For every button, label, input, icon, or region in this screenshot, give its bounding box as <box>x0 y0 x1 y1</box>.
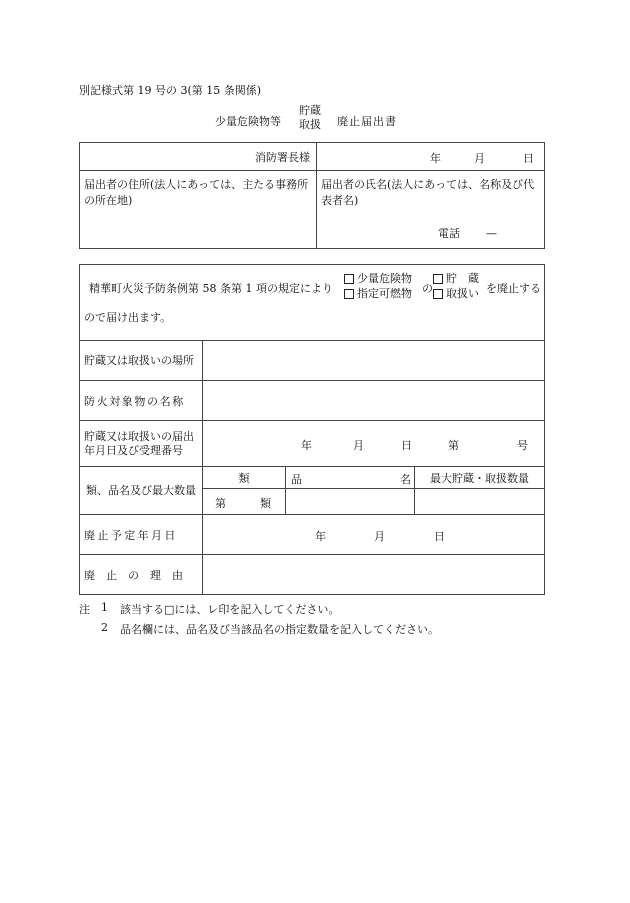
abolish-date-label-cell <box>80 515 203 555</box>
option-b-group <box>433 271 479 301</box>
statement-suffix: を廃止する <box>486 282 541 295</box>
abolish-year: 年 <box>315 530 326 543</box>
designated-combustible-checkbox[interactable] <box>344 289 354 299</box>
title-stack-store: 貯蔵 <box>299 104 321 117</box>
date-no-input[interactable] <box>203 421 545 467</box>
abolish-date-input[interactable] <box>203 515 545 555</box>
note-2-text: 品名欄には、品名及び当該品名の指定数量を記入してください。 <box>120 623 439 636</box>
date-month: 月 <box>474 152 485 165</box>
target-label: 防火対象物の名称 <box>84 394 185 408</box>
small-hazmat-checkbox[interactable] <box>344 274 354 284</box>
handling-label: 取扱い <box>446 287 479 300</box>
class-header <box>203 467 286 489</box>
max-header-label: 最大貯蔵・取扱数量 <box>430 471 529 485</box>
title-stack <box>299 104 321 132</box>
location-input[interactable] <box>203 341 545 381</box>
date-no-day: 日 <box>401 439 412 452</box>
main-table <box>79 264 545 595</box>
designated-combustible-label: 指定可燃物 <box>357 287 412 300</box>
date-cell[interactable] <box>317 143 545 171</box>
form-label: 別記様式第 19 号の 3(第 15 条関係) <box>79 84 262 97</box>
abolish-month: 月 <box>374 530 385 543</box>
reason-input[interactable] <box>203 555 545 595</box>
storage-label: 貯 蔵 <box>446 272 479 285</box>
phone-label: 電話 <box>438 227 460 240</box>
name-label: 届出者の氏名(法人にあっては、名称及び代表者名) <box>321 178 535 207</box>
handling-checkbox[interactable] <box>433 289 443 299</box>
target-label-cell <box>80 381 203 421</box>
note-1-num: 1 <box>101 601 108 614</box>
target-input[interactable] <box>203 381 545 421</box>
class-header-label: 類 <box>238 471 250 485</box>
small-hazmat-label: 少量危険物 <box>357 272 412 285</box>
note-1-text: 該当する□には、レ印を記入してください。 <box>120 603 340 616</box>
abolish-day: 日 <box>434 530 445 543</box>
class-input[interactable] <box>203 489 286 515</box>
date-no-year: 年 <box>301 439 312 452</box>
category-label-cell <box>80 467 203 515</box>
item-header <box>286 467 415 489</box>
abolish-date-label: 廃止予定年月日 <box>84 528 178 542</box>
date-no-month: 月 <box>353 439 364 452</box>
address-cell[interactable] <box>80 171 317 249</box>
reason-label: 廃止の理由 <box>84 568 194 582</box>
addressee-label: 消防署長様 <box>255 150 310 164</box>
reason-label-cell <box>80 555 203 595</box>
statement-prefix: 精華町火災予防条例第 58 条第 1 項の規定により <box>89 282 333 295</box>
option-a-group <box>344 271 412 301</box>
statement-line2: ので届け出ます。 <box>84 311 172 324</box>
storage-checkbox[interactable] <box>433 274 443 284</box>
date-no-dai: 第 <box>448 439 459 452</box>
item-header-label-2: 名 <box>400 473 411 486</box>
top-table <box>79 142 545 249</box>
title-left: 少量危険物等 <box>215 115 281 128</box>
category-label: 類、品名及び最大数量 <box>86 484 196 497</box>
date-no-label-cell <box>80 421 203 467</box>
max-input[interactable] <box>415 489 545 515</box>
item-header-label-1: 品 <box>291 473 302 486</box>
addressee-cell[interactable] <box>80 143 317 171</box>
note-label: 注 <box>79 603 90 616</box>
location-label-cell <box>80 341 203 381</box>
class-rui: 類 <box>260 497 271 510</box>
note-2-num: 2 <box>101 621 108 634</box>
statement-cell <box>80 265 545 341</box>
title-stack-handle: 取扱 <box>299 118 321 131</box>
date-no-label: 貯蔵又は取扱いの届出年月日及び受理番号 <box>84 429 194 457</box>
date-no-go: 号 <box>517 439 528 452</box>
title-right: 廃止届出書 <box>337 115 397 128</box>
date-year: 年 <box>430 152 441 165</box>
phone-dash: — <box>486 227 497 240</box>
class-dai: 第 <box>215 497 226 510</box>
statement-connector: の <box>422 282 433 295</box>
max-header <box>415 467 545 489</box>
item-input[interactable] <box>286 489 415 515</box>
location-label: 貯蔵又は取扱いの場所 <box>84 354 194 367</box>
name-cell[interactable] <box>317 171 545 249</box>
address-label: 届出者の住所(法人にあっては、主たる事務所の所在地) <box>84 178 309 207</box>
date-day: 日 <box>523 152 534 165</box>
